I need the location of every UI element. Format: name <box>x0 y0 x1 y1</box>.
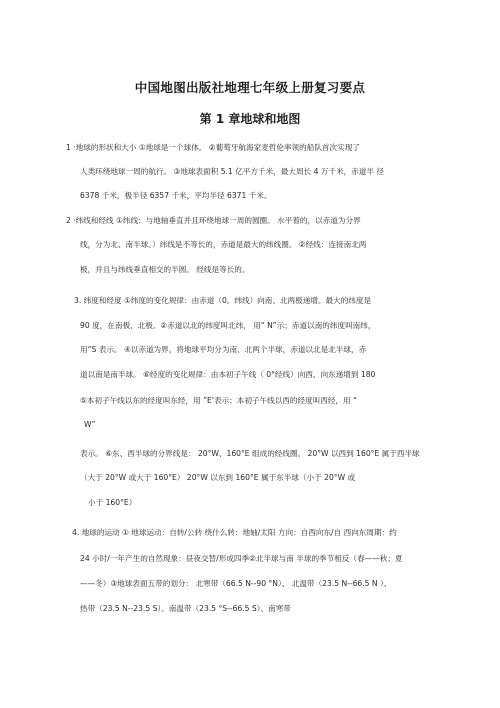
body-line: ⑤本初子午线以东的经度叫东经，用 ”E'表示；本初子午线以西的经度叫西经，用 “ <box>80 396 357 405</box>
body-line: 极，并且与纬线垂直相交的半圆。 经线是等长的。 <box>80 265 250 274</box>
body-line: 线，分为北、南半球。）纬线是不等长的，赤道是最大的纬线圈。 ②经线：连接南北两 <box>80 240 367 249</box>
body-line: 2 ·纬线和经线 ①纬线：与地轴垂直并且环绕地球一周的圆圈。 水平着的，以赤道为分界 <box>66 216 361 225</box>
body-line: 用“S 表示。 ④以赤道为界，将地球平均分为南、北两个半球，赤道以北是北半球，赤 <box>80 345 367 354</box>
document-title: 中国地图出版社地理七年级上册复习要点 <box>134 80 366 95</box>
body-line: 人类环绕地球一周的航行。 ③地球表面积 5.1 亿平方千米，最大周长 4 万千米，赤道半 径 <box>80 167 384 176</box>
body-line: （大于 20°W 或大于 160°E） 20°W 以东到 160°E 属于东半球（小于 20°W 或 <box>80 473 356 482</box>
body-line: 小于 160°E） <box>88 498 137 507</box>
body-line: 3. 纬度和经度 ①纬度的变化规律：由赤道（0。纬线）向南、北两极递增。最大的纬度是 <box>74 296 372 305</box>
body-line: 1 ·地球的形状和大小 ①地球是一个球体。 ②葡萄牙航海家麦哲伦率领的船队首次实现了 <box>66 143 360 152</box>
body-line: 90 度，在南极、北极。②赤道以北的纬度叫北纬， 用“ N”示；赤道以南的纬度叫南纬， <box>80 321 376 330</box>
body-line: 热带（23.5 N--23.5 S）、南温带（23.5 °S--66.5 S）、南寒带 <box>80 604 291 613</box>
chapter-title: 第 1 章地球和地图 <box>199 112 301 126</box>
body-line: 24 小时/一年产生的自然现象：昼夜交替/形成四季②北半球与南 半球的季节相反（春——秋；夏 <box>80 554 403 563</box>
body-line: W” <box>84 420 96 429</box>
body-line: 6378 千米，极半径 6357 千米，平均半径 6371 千米。 <box>80 191 272 200</box>
body-line: 4. 地球的运动 ① 地球运动：自转/公转 绕什么转：地轴/太阳 方向：自西向东/自 西向东周期：约 <box>72 528 397 537</box>
body-line: 表示。 ⑥东、西半球的分界线是： 20°W、160°E 组成的经线圈。 20°W 以西到 160°E 属于西半球 <box>80 449 420 458</box>
body-line: ——冬）③地球表面五带的划分： 北寒带（66.5 N--90 °N）、 北温带（23.5 N--66.5 N ）、 <box>80 579 392 588</box>
body-line: 道以南是南半球。 ⑥经度的变化规律：由本初子午线（ 0°经线）向西、向东递增到 180 <box>80 370 376 379</box>
